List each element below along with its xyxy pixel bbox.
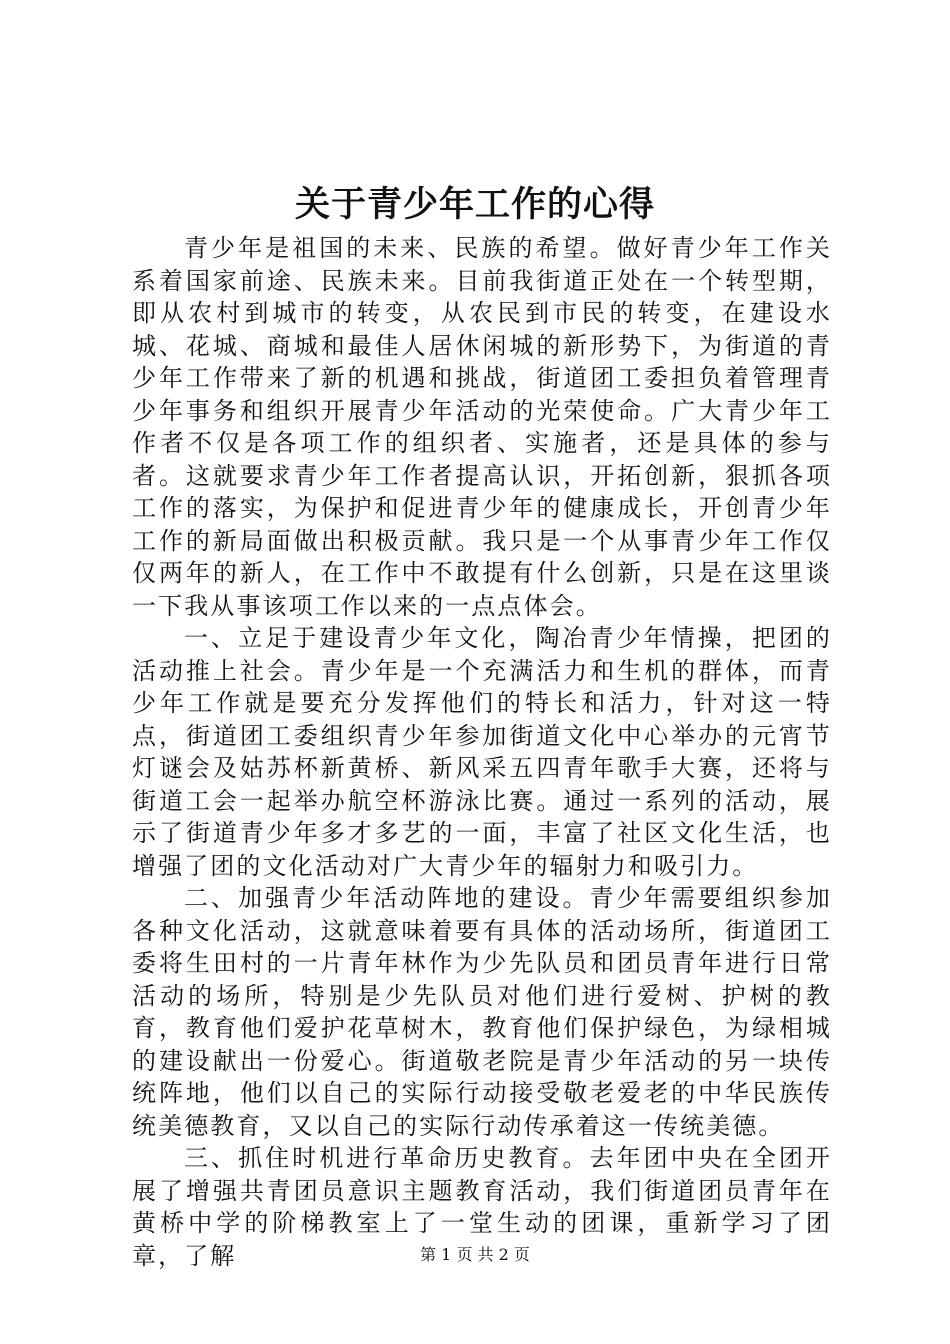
paragraph-section-three: 三、抓住时机进行革命历史教育。去年团中央在全团开展了增强共青团员意识主题教育活动，我们街道团员青年在黄桥中学的阶梯教室上了一堂生动的团课，重新学习了团章，了解	[132, 1144, 832, 1270]
page-footer: 第 1 页 共 2 页	[420, 1245, 530, 1264]
document-body	[132, 232, 832, 1272]
document-title: 关于青少年工作的心得	[294, 184, 655, 225]
paragraph-section-one: 一、立足于建设青少年文化，陶冶青少年情操，把团的活动推上社会。青少年是一个充满活力和生机的群体，而青少年工作就是要充分发挥他们的特长和活力，针对这一特点，街道团工委组织青少年参加街道文化中心举办的元宵节灯谜会及姑苏杯新黄桥、新风采五四青年歌手大赛，还将与街道工会一起举办航空杯游泳比赛。通过一系列的活动，展示了街道青少年多才多艺的一面，丰富了社区文化生活，也增强了团的文化活动对广大青少年的辐射力和吸引力。	[132, 624, 832, 880]
paragraph-intro: 青少年是祖国的未来、民族的希望。做好青少年工作关系着国家前途、民族未来。目前我街道正处在一个转型期，即从农村到城市的转变，从农民到市民的转变，在建设水城、花城、商城和最佳人居休闲城的新形势下，为街道的青少年工作带来了新的机遇和挑战，街道团工委担负着管理青少年事务和组织开展青少年活动的光荣使命。广大青少年工作者不仅是各项工作的组织者、实施者，还是具体的参与者。这就要求青少年工作者提高认识，开拓创新，狠抓各项工作的落实，为保护和促进青少年的健康成长，开创青少年工作的新局面做出积极贡献。我只是一个从事青少年工作仅仅两年的新人，在工作中不敢提有什么创新，只是在这里谈一下我从事该项工作以来的一点点体会。	[132, 234, 832, 620]
paragraph-section-two: 二、加强青少年活动阵地的建设。青少年需要组织参加各种文化活动，这就意味着要有具体的活动场所，街道团工委将生田村的一片青年林作为少先队员和团员青年进行日常活动的场所，特别是少先队员对他们进行爱树、护树的教育，教育他们爱护花草树木，教育他们保护绿色，为绿相城的建设献出一份爱心。街道敬老院是青少年活动的另一块传统阵地，他们以自己的实际行动接受敬老爱老的中华民族传统美德教育，又以自己的实际行动传承着这一传统美德。	[132, 884, 832, 1140]
